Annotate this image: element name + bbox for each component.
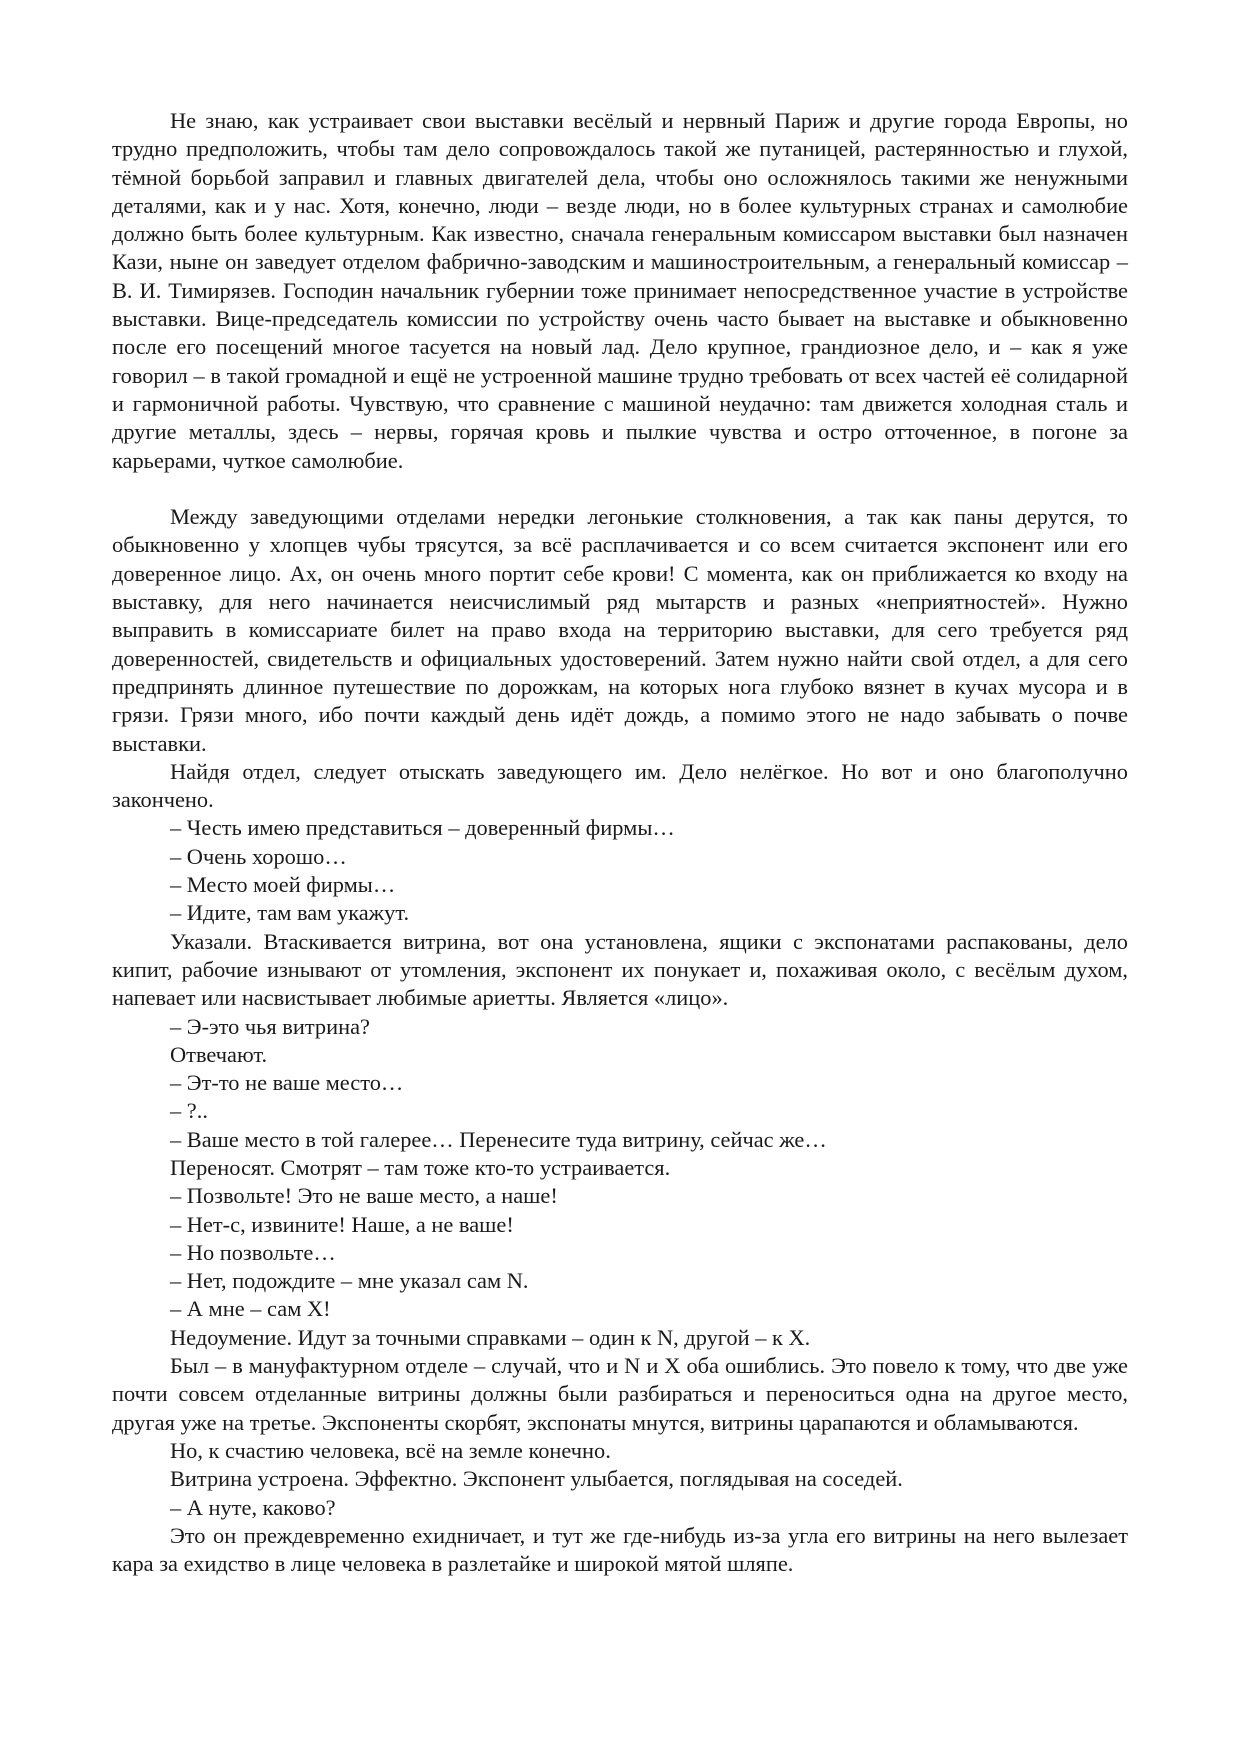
narration-line: Недоумение. Идут за точными справками – один к N, другой – к X.	[170, 1324, 811, 1350]
dialogue-line: – Честь имею представиться – доверенный фирмы…	[170, 815, 675, 841]
dialogue-line: – Э-это чья витрина?	[170, 1013, 370, 1039]
narration-line: Витрина устроена. Эффектно. Экспонент улыбается, поглядывая на соседей.	[170, 1466, 903, 1492]
paragraph-finding-department: Найдя отдел, следует отыскать заведующего им. Дело нелёгкое. Но вот и оно благополучно закончено.	[112, 758, 1128, 813]
dialogue-line: – Позвольте! Это не ваше место, а наше!	[170, 1183, 558, 1209]
paragraph-showcase-installed: Указали. Втаскивается витрина, вот она установлена, ящики с экспонатами распакованы, дело кипит, рабочие изнывают от утомления, экспонент их понукает и, похаживая около, с весёлым духом, напевает или насвистывает любимые ариетты. Является «лицо».	[112, 928, 1128, 1011]
dialogue-line: – А мне – сам X!	[170, 1296, 331, 1322]
dialogue-line: – Эт-то не ваше место…	[170, 1070, 404, 1096]
paragraph-manufacturing-case: Был – в мануфактурном отделе – случай, что и N и X оба ошиблись. Это повело к тому, что две уже почти совсем отделанные витрины должны были разбираться и переноситься одна на другое место, другая уже на третье. Экспоненты скорбят, экспонаты мнутся, витрины царапаются и обламываются.	[112, 1353, 1128, 1435]
paragraph-department-clashes: Между заведующими отделами нередки легонькие столкновения, а так как паны дерутся, то обыкновенно у хлопцев чубы трясутся, за всё расплачивается и со всем считается экспонент или его доверенное лицо. Ах, он очень много портит себе крови! С момента, как он приближается ко входу на выставку, для него начинается неисчислимый ряд мытарств и разных «неприятностей». Нужно выправить в комиссариате билет на право входа на территорию выставки, для сего требуется ряд доверенностей, свидетельств и официальных удостоверений. Затем нужно найти свой отдел, а для сего предпринять длинное путешествие по дорожкам, на которых нога глубоко вязнет в кучах мусора и в грязи. Грязи много, ибо почти каждый день идёт дождь, а помимо этого не надо забывать о почве выставки.	[112, 504, 1128, 756]
dialogue-line: – Нет-с, извините! Наше, а не ваше!	[170, 1211, 514, 1237]
narration-line: Переносят. Смотрят – там тоже кто-то устраивается.	[170, 1154, 671, 1180]
document-page	[112, 107, 1128, 1578]
dialogue-line: – Место моей фирмы…	[170, 872, 396, 898]
dialogue-line: – Но позвольте…	[170, 1239, 336, 1265]
dialogue-line: – Идите, там вам укажут.	[170, 900, 410, 926]
dialogue-line: – Нет, подождите – мне указал сам N.	[170, 1268, 529, 1294]
dialogue-line: – Ваше место в той галерее… Перенесите туда витрину, сейчас же…	[170, 1126, 827, 1152]
narration-line: Но, к счастию человека, всё на земле конечно.	[170, 1437, 611, 1463]
paragraph-paris-exhibitions: Не знаю, как устраивает свои выставки весёлый и нервный Париж и другие города Европы, но трудно предположить, чтобы там дело сопровождалось такой же путаницей, растерянностью и глухой, тёмной борьбой заправил и главных двигателей дела, чтобы оно осложнялось такими же ненужными деталями, как и у нас. Хотя, конечно, люди – везде люди, но в более культурных странах и самолюбие должно быть более культурным. Как известно, сначала генеральным комиссаром выставки был назначен Кази, ныне он заведует отделом фабрично-заводским и машиностроительным, а генеральный комиссар – В. И. Тимирязев. Господин начальник губернии тоже принимает непосредственное участие в устройстве выставки. Вице-председатель комиссии по устройству очень часто бывает на выставке и обыкновенно после его посещений многое тасуется на новый лад. Дело крупное, грандиозное дело, и – как я уже говорил – в такой громадной и ещё не устроенной машине трудно требовать от всех частей её солидарной и гармоничной работы. Чувствую, что сравнение с машиной неудачно: там движется холодная сталь и другие металлы, здесь – нервы, горячая кровь и пылкие чувства и остро отточенное, в погоне за карьерами, чуткое самолюбие.	[112, 108, 1128, 473]
narration-line: Отвечают.	[170, 1041, 268, 1067]
dialogue-line: – Очень хорошо…	[170, 843, 347, 869]
dialogue-line: – А нуте, каково?	[170, 1494, 336, 1520]
paragraph-final: Это он преждевременно ехидничает, и тут же где-нибудь из-за угла его витрины на него вылезает кара за ехидство в лице человека в разлетайке и широкой мятой шляпе.	[112, 1522, 1128, 1577]
dialogue-line: – ?..	[170, 1098, 208, 1124]
